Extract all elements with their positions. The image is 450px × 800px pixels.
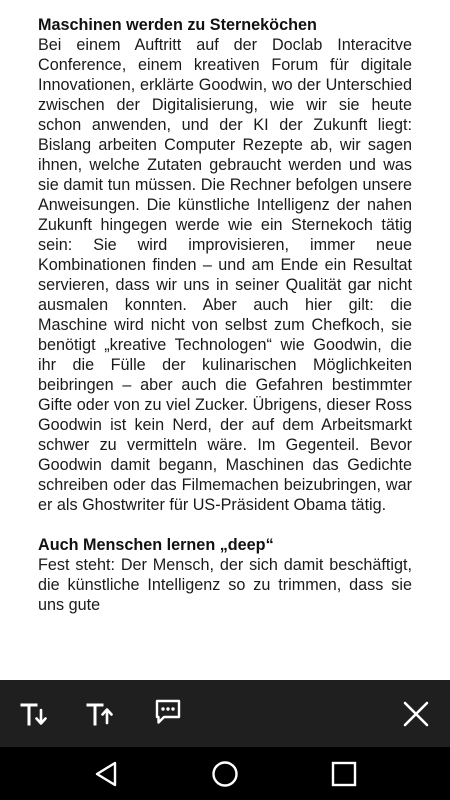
nav-recents-button[interactable]: [320, 753, 368, 795]
reader-toolbar: [0, 680, 450, 747]
section-spacer: [38, 515, 412, 535]
section-paragraph: Fest steht: Der Mensch, der sich damit beschäftigt, die künstliche Intelligenz so zu trimmen, dass sie uns gute: [38, 556, 412, 614]
close-reader-button[interactable]: [394, 692, 438, 736]
recents-square-icon: [330, 760, 358, 788]
decrease-text-size-button[interactable]: [12, 692, 56, 736]
comment-icon: [152, 696, 184, 728]
text-increase-icon: [85, 699, 115, 729]
home-circle-icon: [211, 760, 239, 788]
back-triangle-icon: [92, 760, 120, 788]
close-icon: [401, 699, 431, 729]
section-paragraph: Bei einem Auftritt auf der Doclab Interacitve Conference, einem kreativen Forum für digitale Innovationen, erklärte Goodwin, wo der Unterschied zwischen der Digitalisierung, wie wir sie heute schon anwenden, und der KI der Zukunft liegt: Bislang arbeiten Computer Rezepte ab, wir sagen ihnen, welche Zutaten gebraucht werden und was sie damit tun müssen. Die Rechner befolgen unsere Anweisungen. Die künstliche Intelligenz der nahen Zukunft hingegen werde wie ein Sternekoch tätig sein: Sie wird improvisieren, immer neue Kombinationen finden – und am Ende ein Resultat servieren, dass wir uns in seiner Qualität gar nicht ausmalen konnten. Aber auch hier gilt: die Maschine wird nicht von selbst zum Chefkoch, sie benötigt „kreative Technologen“ wie Goodwin, die ihr die Fülle der kulinarischen Möglichkeiten beibringen – aber auch die Gefahren bestimmter Gifte oder von zu viel Zucker. Übrigens, dieser Ross Goodwin ist kein Nerd, der auf dem Arbeitsmarkt schwer zu vermitteln wäre. Im Gegenteil. Bevor Goodwin damit begann, Maschinen das Gedichte schreiben oder das Filmemachen beizubringen, war er als Ghostwriter für US-Präsident Obama tätig.: [38, 36, 412, 514]
increase-text-size-button[interactable]: [78, 692, 122, 736]
comments-button[interactable]: [146, 690, 190, 734]
nav-back-button[interactable]: [82, 753, 130, 795]
article-section-2: [38, 535, 412, 615]
section-heading: Auch Menschen lernen „deep“: [38, 536, 274, 554]
nav-home-button[interactable]: [201, 753, 249, 795]
section-heading: Maschinen werden zu Sterneköchen: [38, 16, 317, 34]
article-section-1: [38, 15, 412, 515]
text-decrease-icon: [19, 699, 49, 729]
system-navigation-bar: [0, 747, 450, 800]
